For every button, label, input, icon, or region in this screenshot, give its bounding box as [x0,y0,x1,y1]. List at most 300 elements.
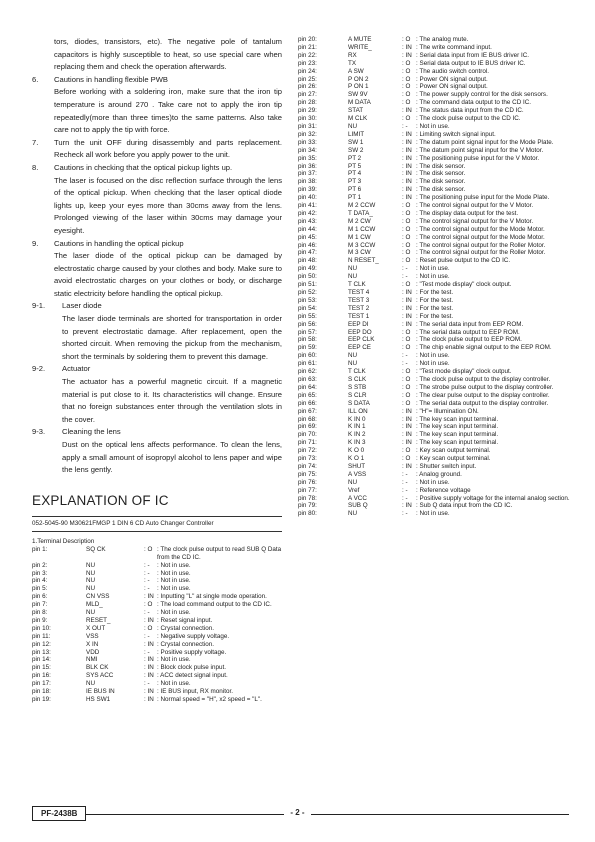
pin-row [298,91,570,99]
pin-number: pin 19: [32,696,51,703]
pin-number: pin 12: [32,640,51,648]
pin-name: PT 3 [348,178,362,186]
pin-description: : Not in use. [416,352,450,360]
pin-name: NU [86,609,96,617]
pin-name: SYS ACC [86,672,114,680]
pin-io: : - [144,680,150,688]
pin-io: : - [402,478,408,486]
pin-number: pin 63: [298,375,317,383]
pin-number: pin 24: [298,67,317,75]
pin-io: : IN [402,296,412,304]
pin-name: X OUT [86,624,106,632]
pin-description: : The power supply control for the disk sensors. [416,91,548,99]
pin-io: : - [402,494,408,502]
pin-row [298,321,570,329]
pin-number: pin 25: [298,75,317,83]
pin-name: K IN 3 [348,439,366,447]
pin-description: : For the test. [416,296,454,304]
pin-name: WRITE_ [348,43,372,51]
caution-9-3 [32,426,282,476]
pin-row [32,577,282,585]
pin-io: : O [144,545,153,553]
pin-name: EEP CLK [348,336,375,344]
pin-row [298,99,570,107]
pin-io: : IN [402,439,412,447]
pin-description: : "H"= Illumination ON. [416,407,479,415]
pin-name: P ON 1 [348,83,369,91]
pin-description: : Not in use. [416,510,450,518]
pin-number: pin 43: [298,217,317,225]
pin-row [298,273,570,281]
caution-7-number: 7. [32,137,39,147]
caution-9-body: The laser diode of the optical pickup can be damaged by electrostatic charge caused by your clothes and body. Make sure to avoid electrostatic charges on your clothes or body, or discharge static electricity before handling the optical pickup. [54,251,282,298]
pin-row [298,313,570,321]
pin-description: : Power ON signal output. [416,75,488,83]
pin-number: pin 76: [298,478,317,486]
pin-description: : Reset pulse output to the CD IC. [416,257,511,265]
pin-description: : The positioning pulse input for the Mode Plate. [416,194,550,202]
pin-description: : Not in use. [157,585,191,593]
pin-io: : IN [402,178,412,186]
pin-row [298,60,570,68]
pin-name: RESET_ [86,616,111,624]
pin-name: PT 1 [348,194,362,202]
pin-number: pin 16: [32,672,51,680]
pin-number: pin 9: [32,616,48,624]
pin-io: : O [402,225,411,233]
pin-description: : The key scan input terminal. [416,423,499,431]
pin-io: : O [402,241,411,249]
pin-description: : The positioning pulse input for the V Motor. [416,154,540,162]
pin-io: : IN [144,688,154,696]
right-column [298,36,570,518]
pin-number: pin 32: [298,130,317,138]
pin-name: CN VSS [86,593,110,601]
pin-description: : Inputting "L" at single mode operation. [157,593,267,601]
pin-number: pin 71: [298,439,317,447]
pin-io: : O [402,375,411,383]
pin-io: : O [402,99,411,107]
pin-row [298,360,570,368]
pin-number: pin 13: [32,648,51,656]
heading-rule-bottom [32,531,282,532]
pin-name: NU [86,561,96,569]
pin-number: pin 75: [298,470,317,478]
pin-list-right [298,36,570,518]
caution-9-1-title: Laser diode [62,301,102,311]
page-number [0,808,595,817]
pin-number: pin 68: [298,415,317,423]
pin-name: EEP DI [348,320,369,328]
pin-name: BLK CK [86,664,109,672]
pin-number: pin 31: [298,122,317,130]
page-number-text: - 2 - [284,808,310,817]
pin-io: : - [144,585,150,593]
pin-name: NU [86,569,96,577]
pin-row [32,672,282,680]
pin-row [298,242,570,250]
caution-8-title: Cautions in checking that the optical pickup lights up. [54,162,233,172]
pin-row [298,131,570,139]
pin-number: pin 70: [298,431,317,439]
pin-name: NU [86,577,96,585]
pin-number: pin 36: [298,162,317,170]
pin-row [32,625,282,633]
caution-9 [32,238,282,301]
pin-row [298,155,570,163]
pin-row [298,202,570,210]
pin-row [32,656,282,664]
caution-9-1 [32,300,282,363]
pin-number: pin 47: [298,249,317,257]
pin-row [298,115,570,123]
pin-description: : The serial data input from EEP ROM. [416,320,524,328]
pin-io: : O [402,202,411,210]
pin-number: pin 23: [298,59,317,67]
pin-name: A VCC [348,494,367,502]
pin-name: T CLK [348,368,366,376]
pin-row [298,368,570,376]
caution-8 [32,162,282,238]
pin-name: NU [348,273,358,281]
pin-name: K IN 1 [348,423,366,431]
pin-name: NU [348,122,358,130]
pin-description: : Sub Q data input from the CD IC. [416,502,513,510]
pin-description: : Negative supply voltage. [157,632,230,640]
pin-description: : The write command input. [416,43,492,51]
pin-description: : The disk sensor. [416,170,466,178]
pin-row [32,633,282,641]
pin-description: : Reference voltage [416,486,471,494]
pin-name: SUB Q [348,502,368,510]
model-label: PF-2438B [32,806,86,821]
pin-number: pin 50: [298,273,317,281]
pin-description: : Not in use. [416,360,450,368]
pin-name: M 1 CW [348,233,371,241]
pin-io: : - [402,486,408,494]
pin-name: M 2 CCW [348,202,376,210]
pin-number: pin 78: [298,494,317,502]
pin-io: : - [402,510,408,518]
pin-description: : The clock pulse output to the CD IC. [416,115,521,123]
intro-paragraph: tors, diodes, transistors, etc). The negative pole of tantalum capacitors is highly susceptible to heat, so use special care when replacing them and check the operation afterwards. [54,37,282,72]
pin-number: pin 80: [298,510,317,518]
caution-9-title: Cautions in handling the optical pickup [54,238,184,248]
pin-number: pin 6: [32,593,48,601]
pin-name: MLD_ [86,601,103,609]
pin-io: : - [402,122,408,130]
pin-io: : O [402,391,411,399]
pin-row [32,641,282,649]
pin-number: pin 45: [298,233,317,241]
pin-name: NU [86,680,96,688]
pin-description: : The key scan input terminal. [416,431,499,439]
pin-description: : Key scan output terminal. [416,447,491,455]
pin-description: : The status data input from the CD IC. [416,107,524,115]
pin-description: : The key scan input terminal. [416,439,499,447]
pin-description: : The control signal output for the Roller Motor. [416,241,546,249]
pin-row [32,617,282,625]
pin-description: : Not in use. [416,273,450,281]
pin-number: pin 57: [298,328,317,336]
pin-description: : Block clock pulse input. [157,664,226,672]
pin-number: pin 73: [298,455,317,463]
pin-row [298,329,570,337]
pin-name: S CLR [348,391,367,399]
pin-row [32,696,282,704]
pin-io: : IN [402,407,412,415]
pin-number: pin 30: [298,115,317,123]
pin-row [298,423,570,431]
pin-number: pin 3: [32,569,48,577]
pin-description: : The analog mute. [416,36,469,43]
caution-6-number: 6. [32,74,39,84]
pin-io: : O [402,209,411,217]
pin-row [298,344,570,352]
pin-row [298,68,570,76]
pin-description: : The clock pulse output to read SUB Q Data from the CD IC. [157,545,282,561]
pin-number: pin 54: [298,304,317,312]
pin-io: : IN [144,672,154,680]
pin-row [298,83,570,91]
pin-row [298,281,570,289]
pin-number: pin 77: [298,486,317,494]
pin-io: : O [402,368,411,376]
pin-number: pin 56: [298,320,317,328]
pin-number: pin 35: [298,154,317,162]
pin-io: : IN [144,616,154,624]
pin-io: : - [402,273,408,281]
pin-description: : The strobe pulse output to the display controller. [416,383,554,391]
pin-number: pin 55: [298,312,317,320]
pin-number: pin 46: [298,241,317,249]
pin-io: : O [402,383,411,391]
pin-number: pin 41: [298,202,317,210]
pin-row [298,170,570,178]
pin-io: : IN [402,162,412,170]
pin-number: pin 66: [298,399,317,407]
pin-row [298,289,570,297]
pin-io: : - [144,648,150,656]
pin-io: : O [402,281,411,289]
pin-row [298,439,570,447]
pin-description: : Not in use. [157,656,191,664]
pin-number: pin 18: [32,688,51,696]
pin-io: : IN [402,320,412,328]
pin-description: : The command data output to the CD IC. [416,99,532,107]
pin-description: : Not in use. [416,478,450,486]
pin-row [298,44,570,52]
pin-description: : The audio switch control. [416,67,490,75]
pin-number: pin 69: [298,423,317,431]
pin-row [298,297,570,305]
pin-row [298,455,570,463]
pin-number: pin 11: [32,632,51,640]
pin-number: pin 60: [298,352,317,360]
pin-name: IE BUS IN [86,688,115,696]
pin-name: M 3 CW [348,249,371,257]
pin-io: : - [402,352,408,360]
pin-name: SHUT [348,462,366,470]
pin-row [298,139,570,147]
pin-io: : O [402,328,411,336]
pin-row [32,570,282,578]
pin-io: : O [402,336,411,344]
pin-number: pin 8: [32,609,48,617]
pin-name: T CLK [348,281,366,289]
pin-name: TEST 4 [348,289,370,296]
pin-name: VSS [86,632,99,640]
pin-io: : O [402,115,411,123]
pin-io: : - [144,569,150,577]
pin-io: : O [402,249,411,257]
pin-row [298,463,570,471]
caution-8-body: The laser is focused on the disc reflection surface through the lens of the optical pickup. When checking that the laser optical diode lights up, keep your eyes more than 30cms away from the lens. Prolonged viewing of the laser within 30cms may damage your eyesight. [54,175,282,235]
caution-9-1-number: 9-1. [32,301,46,311]
pin-row [298,178,570,186]
pin-name: A SW [348,67,364,75]
pin-row [32,585,282,593]
pin-name: P ON 2 [348,75,369,83]
pin-number: pin 67: [298,407,317,415]
caution-7-body: Turn the unit OFF during disassembly and parts replacement. Recheck all work before you apply power to the unit. [54,137,282,160]
pin-row [298,210,570,218]
pin-name: Vref [348,486,360,494]
caution-9-number: 9. [32,238,39,248]
pin-name: S CLK [348,375,367,383]
pin-name: S DATA [348,399,370,407]
pin-description: : The clear pulse output to the display controller. [416,391,550,399]
pin-row [298,416,570,424]
section-heading: EXPLANATION OF IC [32,492,169,508]
pin-io: : IN [402,289,412,296]
caution-9-2 [32,363,282,426]
pin-row [298,376,570,384]
pin-io: : IN [402,146,412,154]
pin-row [298,502,570,510]
pin-description: : Power ON signal output. [416,83,488,91]
pin-name: K IN 0 [348,415,366,423]
pin-number: pin 74: [298,462,317,470]
pin-io: : O [402,257,411,265]
pin-description: : The control signal output for the Roller Motor. [416,249,546,257]
pin-description: : The display data output for the test. [416,209,519,217]
pin-name: SW 1 [348,138,364,146]
pin-row [298,186,570,194]
pin-number: pin 62: [298,368,317,376]
pin-description: : Limiting switch signal input. [416,130,496,138]
pin-name: K O 0 [348,447,365,455]
pin-list-left [32,546,282,704]
pin-io: : O [402,59,411,67]
pin-description: : For the test. [416,312,454,320]
pin-description: : The control signal output for the Mode Motor. [416,225,545,233]
pin-io: : IN [402,138,412,146]
pin-io: : O [402,344,411,352]
pin-number: pin 49: [298,265,317,273]
pin-name: M 1 CCW [348,225,376,233]
pin-description: : "Test mode display" clock output. [416,281,512,289]
pin-io: : IN [402,415,412,423]
pin-name: NU [348,360,358,368]
caution-7 [32,137,282,162]
pin-row [32,593,282,601]
pin-number: pin 2: [32,561,48,569]
pin-io: : O [144,601,153,609]
caution-9-2-title: Actuator [62,364,91,374]
pin-io: : IN [402,194,412,202]
pin-row [298,400,570,408]
pin-number: pin 48: [298,257,317,265]
pin-name: M 3 CCW [348,241,376,249]
pin-description: : Not in use. [416,265,450,273]
pin-io: : IN [402,51,412,59]
terminal-description-header: 1.Terminal Description [32,537,95,545]
pin-row [298,107,570,115]
pin-row [298,226,570,234]
pin-number: pin 61: [298,360,317,368]
ic-part-line: 052-5045-90 M30621FMGP 1 DIN 6 CD Auto Changer Controller [32,519,214,527]
pin-name: TEST 2 [348,304,370,312]
pin-row [32,609,282,617]
pin-description: : Not in use. [157,561,191,569]
pin-name: T DATA_ [348,209,373,217]
pin-number: pin 79: [298,502,317,510]
pin-row [298,487,570,495]
caution-6 [32,74,282,137]
pin-description: : ACC detect signal input. [157,672,228,680]
caution-9-2-number: 9-2. [32,364,46,374]
pin-description: : The clock pulse output to the display controller. [416,375,551,383]
pin-name: SW 9V [348,91,368,99]
pin-number: pin 7: [32,601,48,609]
pin-description: : Positive supply voltage for the internal analog section. [416,494,570,502]
pin-description: : The disk sensor. [416,162,466,170]
pin-number: pin 33: [298,138,317,146]
pin-row [32,546,282,562]
pin-description: : "Test mode display" clock output. [416,368,512,376]
pin-io: : - [402,470,408,478]
pin-row [298,265,570,273]
pin-number: pin 58: [298,336,317,344]
caution-6-title: Cautions in handling flexible PWB [54,74,168,84]
pin-name: TEST 1 [348,312,370,320]
pin-name: M CLK [348,115,368,123]
pin-number: pin 4: [32,577,48,585]
pin-description: : Crystal connection. [157,624,215,632]
pin-description: : Not in use. [157,577,191,585]
pin-description: : The clock pulse output to EEP ROM. [416,336,522,344]
pin-row [298,495,570,503]
pin-io: : O [402,67,411,75]
pin-number: pin 26: [298,83,317,91]
pin-io: : O [402,91,411,99]
pin-number: pin 65: [298,391,317,399]
pin-description: : Crystal connection. [157,640,215,648]
pin-io: : O [402,83,411,91]
pin-row [298,218,570,226]
pin-description: : The serial data output to EEP ROM. [416,328,520,336]
pin-row [298,76,570,84]
pin-row [298,408,570,416]
pin-row [298,392,570,400]
pin-number: pin 28: [298,99,317,107]
pin-description: : Not in use. [416,122,450,130]
pin-name: NU [348,265,358,273]
pin-description: : Positive supply voltage. [157,648,227,656]
pin-number: pin 21: [298,43,317,51]
pin-number: pin 38: [298,178,317,186]
